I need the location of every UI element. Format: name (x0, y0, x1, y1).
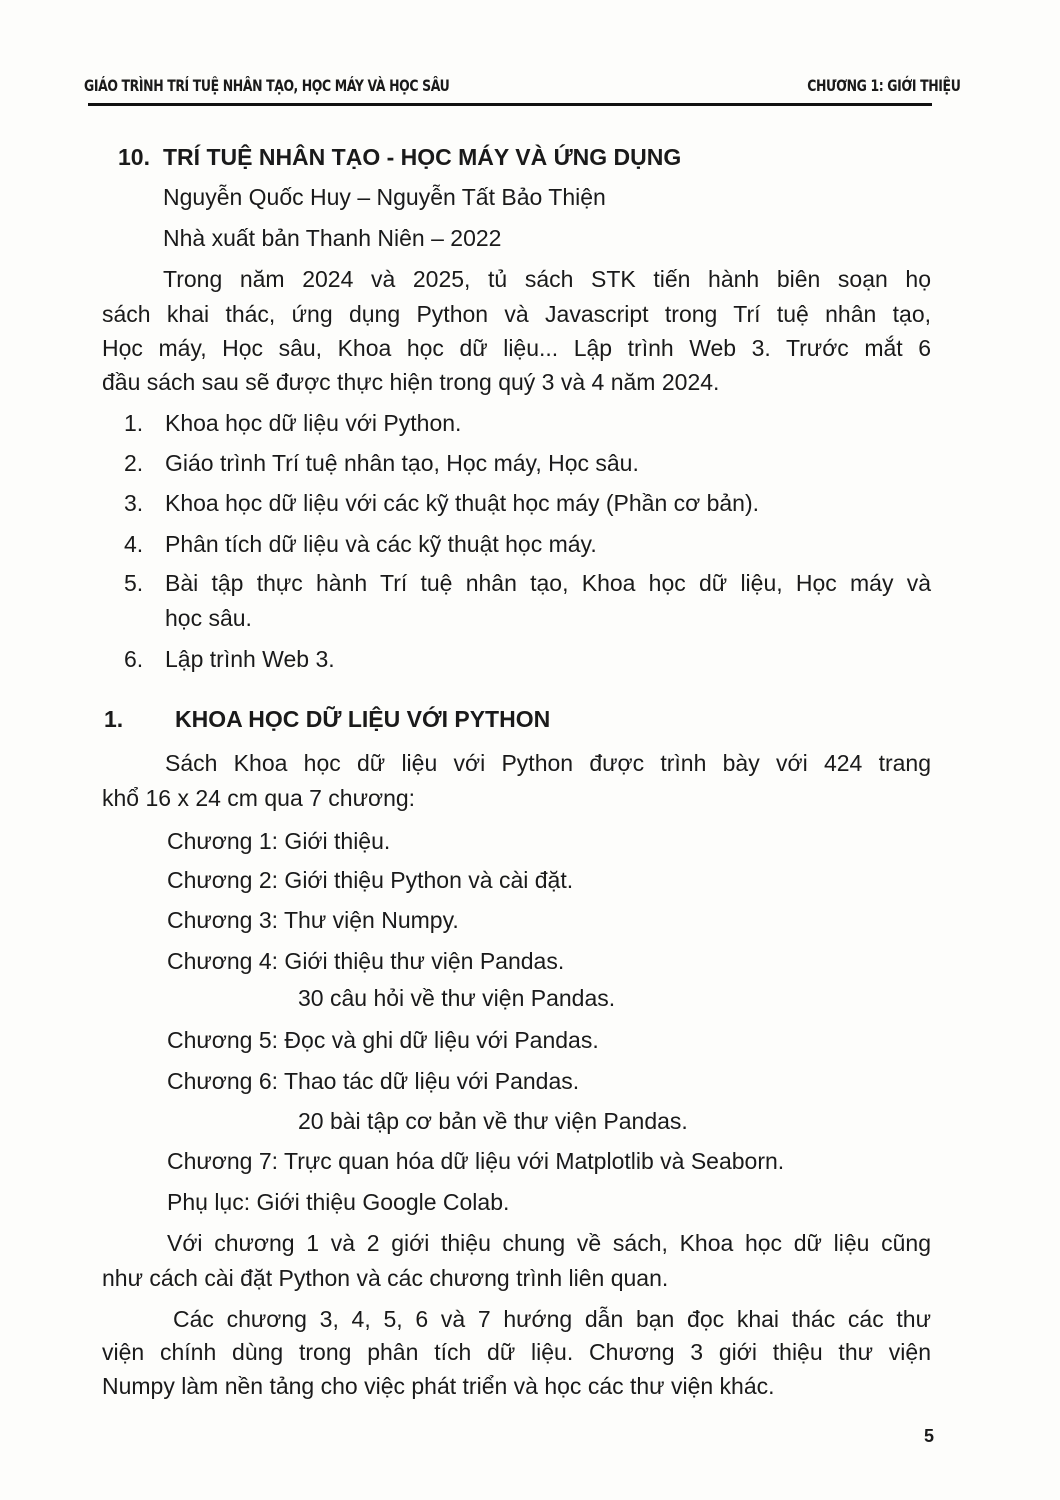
chapter-subitem: 30 câu hỏi về thư viện Pandas. (298, 985, 616, 1011)
chapter-subitem: 20 bài tập cơ bản về thư viện Pandas. (298, 1108, 688, 1134)
paragraph-line: Các chương 3, 4, 5, 6 và 7 hướng dẫn bạn đọc khai thác các thư (173, 1306, 931, 1332)
book-publisher: Nhà xuất bản Thanh Niên – 2022 (163, 225, 502, 251)
list-number: 4. (124, 531, 144, 557)
chapter-item: Chương 6: Thao tác dữ liệu với Pandas. (167, 1068, 580, 1094)
chapter-item: Chương 2: Giới thiệu Python và cài đặt. (167, 867, 574, 893)
intro-line: đầu sách sau sẽ được thực hiện trong quý 3 và 4 năm 2024. (102, 369, 720, 395)
chapter-item: Chương 3: Thư viện Numpy. (167, 907, 459, 933)
list-item: Lập trình Web 3. (165, 646, 335, 672)
paragraph-line: khổ 16 x 24 cm qua 7 chương: (102, 785, 416, 811)
paragraph-line: Numpy làm nền tảng cho việc phát triển và học các thư viện khác. (102, 1373, 775, 1399)
book-authors: Nguyễn Quốc Huy – Nguyễn Tất Bảo Thiện (163, 184, 606, 210)
paragraph-line: Với chương 1 và 2 giới thiệu chung về sách, Khoa học dữ liệu cũng (167, 1230, 931, 1256)
chapter-item: Chương 5: Đọc và ghi dữ liệu với Pandas. (167, 1027, 599, 1053)
running-header-left: GIÁO TRÌNH TRÍ TUỆ NHÂN TẠO, HỌC MÁY VÀ HỌC SÂU (84, 76, 450, 95)
book-number: 10. (118, 144, 150, 170)
list-item: Giáo trình Trí tuệ nhân tạo, Học máy, Học sâu. (165, 450, 639, 476)
chapter-item: Chương 7: Trực quan hóa dữ liệu với Matplotlib và Seaborn. (167, 1148, 785, 1174)
intro-line: sách khai thác, ứng dụng Python và Javascript trong Trí tuệ nhân tạo, (102, 301, 931, 327)
list-number: 5. (124, 570, 144, 596)
intro-line: Trong năm 2024 và 2025, tủ sách STK tiến hành biên soạn họ (163, 266, 931, 292)
header-rule (88, 103, 932, 106)
intro-line: Học máy, Học sâu, Khoa học dữ liệu... Lập trình Web 3. Trước mắt 6 (102, 335, 931, 361)
paragraph-line: như cách cài đặt Python và các chương trình liên quan. (102, 1265, 669, 1291)
list-item: Khoa học dữ liệu với Python. (165, 410, 462, 436)
paragraph-line: viện chính dùng trong phân tích dữ liệu. Chương 3 giới thiệu thư viện (102, 1339, 931, 1365)
list-number: 1. (124, 410, 144, 436)
book-title: TRÍ TUỆ NHÂN TẠO - HỌC MÁY VÀ ỨNG DỤNG (163, 144, 682, 170)
list-item: Khoa học dữ liệu với các kỹ thuật học máy (Phần cơ bản). (165, 490, 760, 516)
list-number: 6. (124, 646, 144, 672)
list-number: 3. (124, 490, 144, 516)
chapter-item: Chương 1: Giới thiệu. (167, 828, 391, 854)
section-number: 1. (104, 706, 124, 732)
section-title: KHOA HỌC DỮ LIỆU VỚI PYTHON (175, 706, 551, 732)
chapter-item: Chương 4: Giới thiệu thư viện Pandas. (167, 948, 565, 974)
paragraph-line: Sách Khoa học dữ liệu với Python được trình bày với 424 trang (165, 750, 931, 776)
list-number: 2. (124, 450, 144, 476)
chapter-item: Phụ lục: Giới thiệu Google Colab. (167, 1189, 510, 1215)
list-item: Phân tích dữ liệu và các kỹ thuật học máy. (165, 531, 597, 557)
list-item: Bài tập thực hành Trí tuệ nhân tạo, Khoa học dữ liệu, Học máy và (165, 570, 931, 596)
running-header-right: CHƯƠNG 1: GIỚI THIỆU (806, 76, 960, 95)
page-number: 5 (924, 1426, 935, 1446)
list-item-continued: học sâu. (165, 605, 252, 631)
